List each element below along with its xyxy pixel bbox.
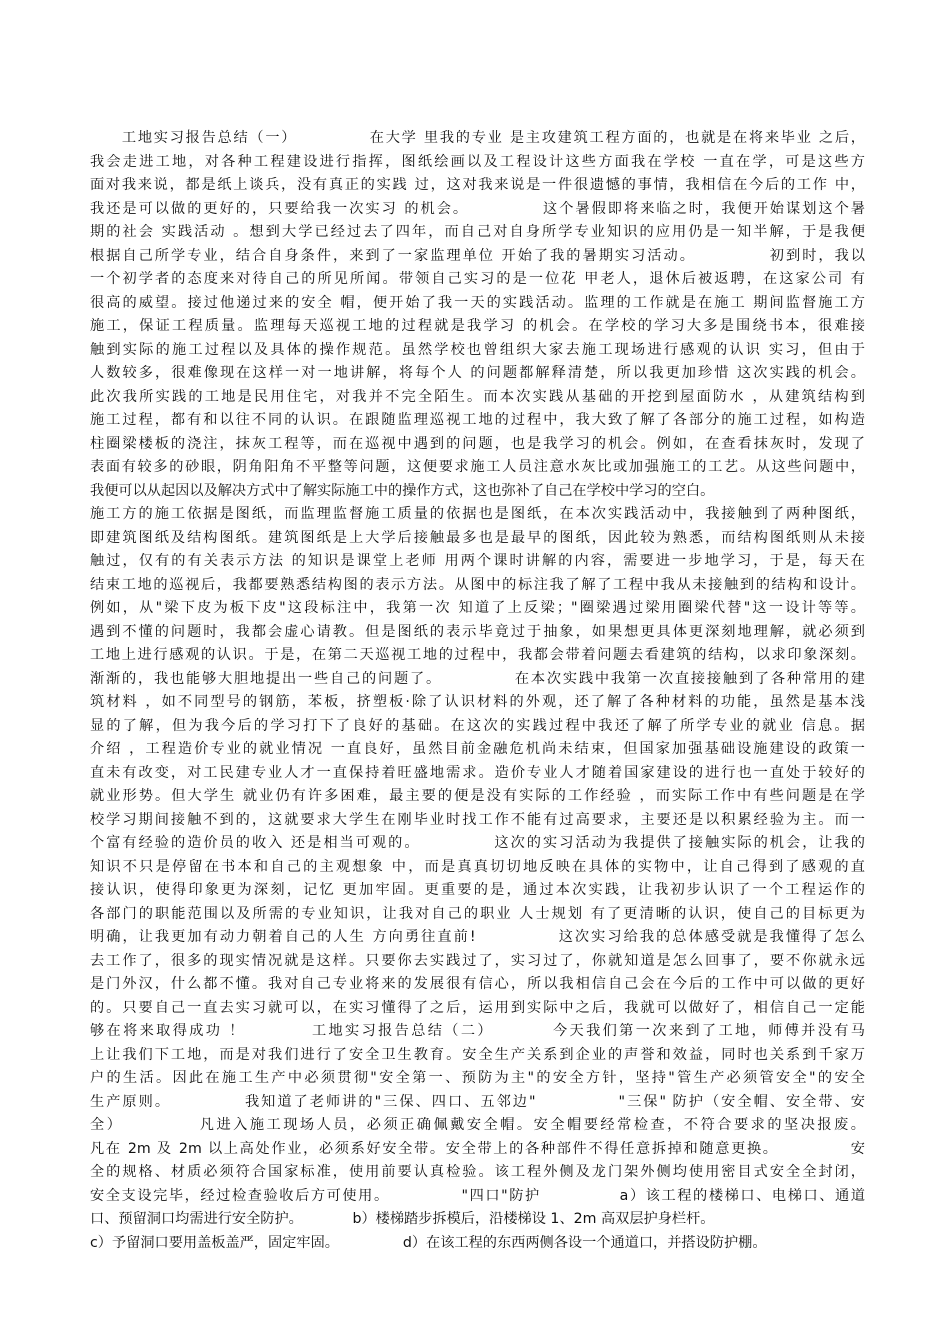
text-line: 表面有较多的砂眼，阴角阳角不平整等问题，这便要求施工人员注意水灰比或加强施工的工艺。从这些问题中， (90, 459, 865, 475)
text-line: 即建筑图纸及结构图纸。建筑图纸是上大学后接触最多也是最早的图纸，因此较为熟悉，而结构图纸则从未接 (90, 529, 865, 546)
text-line: 是门外汉，什么都不懂。我对自己专业将来的发展很有信心，所以我相信自己会在今后的工作中可以做的更好 (90, 976, 865, 992)
text-line: 接认识，使得印象更为深刻，记忆 更加牢固。更重要的是，通过本次实践，让我初步认识了一个工程运作的 (90, 882, 865, 898)
text-line: 安全支设完毕，经过检查验收后方可使用。 "四口"防护 a）该工程的楼梯口、电梯口、通道 (90, 1187, 865, 1204)
text-line: 触过，仅有的有关表示方法 的知识是课堂上老师 用两个课时讲解的内容，需要进一步地学习，于是，每天在 (90, 553, 865, 569)
text-line: 施工，保证工程质量。监理每天巡视工地的过程就是我学习 的机会。在学校的学习大多是围绕书本，很难接 (90, 318, 865, 334)
text-line: 凡在 2m 及 2m 以上高处作业，必须系好安全带。安全带上的各种部件不得任意拆掉和随意更换。 安 (90, 1140, 865, 1157)
text-line: 面对我来说，都是纸上谈兵，没有真正的实践 过，这对我来说是一件很遗憾的事情，我相信在今后的工作 中， (90, 177, 865, 193)
text-line: 施工方的施工依据是图纸，而监理监督施工质量的依据也是图纸，在本次实践活动中，我接触到了两种图纸， (90, 506, 865, 522)
text-line: 渐渐的，我也能够大胆地提出一些自己的问题了。 在本次实践中我第一次直接接触到了各种常用的建 (90, 670, 865, 687)
text-line: 很高的威望。接过他递过来的安全 帽，便开始了我一天的实践活动。监理的工作就是在施工 期间监督施工方 (90, 294, 865, 311)
text-line: 工地上进行感观的认识。于是，在第二天巡视工地的过程中，我都会带着问题去看建筑的结构，以求印象深刻。 (90, 647, 865, 663)
text-line: 我还是可以做的更好的，只要给我一次实习 的机会。 这个暑假即将来临之时，我便开始谋划这个暑 (90, 200, 865, 217)
text-line: 一个初学者的态度来对待自己的所见所闻。带领自己实习的是一位花 甲老人，退休后被返聘，在这家公司 有 (90, 271, 865, 287)
text-line: 个富有经验的造价员的收入 还是相当可观的。 这次的实习活动为我提供了接触实际的机会，让我的 (90, 835, 865, 851)
text-line: 口、预留洞口均需进行安全防护。 b）楼梯踏步拆模后，沿楼梯设 1、2m 高双层护身栏杆。 (90, 1211, 715, 1227)
text-line: 全） 凡进入施工现场人员，必须正确佩戴安全帽。安全帽要经常检查，不符合要求的坚决报废。 (90, 1117, 865, 1133)
text-line: 筑材料 ，如不同型号的钢筋，苯板，挤塑板·除了认识材料的外观，还了解了各种材料的功能，虽然是基本浅 (90, 694, 865, 710)
text-line: 此次我所实践的工地是民用住宅，对我并不完全陌生。而本次实践从基础的开挖到屋面防水 ，从建筑结构到 (90, 388, 865, 405)
text-line: 的。只要自己一直去实习就可以，在实习懂得了之后，运用到实际中之后，我就可以做好了，相信自己一定能 (90, 999, 865, 1016)
text-line: 知识不只是停留在书本和自己的主观想象 中，而是真真切切地反映在具体的实物中，让自己得到了感观的直 (90, 858, 865, 875)
text-line: 介绍 ，工程造价专业的就业情况 一直良好，虽然目前金融危机尚未结束，但国家加强基础设施建设的政策一 (90, 741, 865, 757)
text-line: 各部门的职能范围以及所需的专业知识，让我对自己的职业 人士规划 有了更清晰的认识，使自己的目标更为 (90, 905, 865, 922)
text-line: 人数较多，很难像现在这样一对一地讲解，将每个人 的问题都解释清楚，所以我更加珍惜 这次实践的机会。 (90, 365, 865, 381)
text-line: 直未有改变，对工民建专业人才一直保持着旺盛地需求。造价专业人才随着国家建设的进行也一直处于较好的 (90, 764, 865, 781)
text-line: 触到实际的施工过程以及具体的操作规范。虽然学校也曾组织大家去施工现场进行感观的认识 实习，但由于 (90, 341, 865, 358)
text-line: 遇到不懂的问题时，我都会虚心请教。但是图纸的表示毕竟过于抽象，如果想更具体更深刻地理解，就必须到 (90, 623, 865, 640)
text-line: 够在将来取得成功 ！ 工地实习报告总结（二） 今天我们第一次来到了工地，师傅并没有马 (90, 1023, 865, 1039)
text-line: 我便可以从起因以及解决方式中了解实际施工中的操作方式，这也弥补了自己在学校中学习的空白。 (90, 482, 715, 499)
text-line: c）予留洞口要用盖板盖严，固定牢固。 d）在该工程的东西两侧各设一个通道口，并搭设防护棚。 (90, 1234, 767, 1251)
text-line: 户的生活。因此在施工生产中必须贯彻"安全第一、预防为主"的安全方针，坚持"管生产必须管安全"的安全 (90, 1070, 865, 1086)
text-line: 例如，从"梁下皮为板下皮"这段标注中，我第一次 知道了上反梁；"圈梁遇过梁用圈梁代替"这一设计等等。 (90, 600, 865, 616)
text-line: 结束工地的巡视后，我都要熟悉结构图的表示方法。从图中的标注我了解了工程中我从未接触到的结构和设计。 (90, 576, 865, 593)
text-line: 去工作了，很多的现实情况就是这样。只要你去实践过了，实习过了，你就知道是怎么回事了，要不你就永远 (90, 952, 865, 969)
text-line: 明确，让我更加有动力朝着自己的人生 方向勇往直前! 这次实习给我的总体感受就是我懂得了怎么 (90, 929, 865, 945)
text-line: 显的了解，但为我今后的学习打下了良好的基础。在这次的实践过程中我还了解了所学专业的就业 信息。据 (90, 717, 865, 734)
text-line: 就业形势。但大学生 就业仍有许多困难，最主要的便是没有实际的工作经验 ，而实际工作中有些问题是在学 (90, 788, 865, 804)
text-line: 工地实习报告总结（一） 在大学 里我的专业 是主攻建筑工程方面的，也就是在将来毕业 之后， (90, 130, 865, 146)
text-line: 全的规格、材质必须符合国家标准，使用前要认真检验。该工程外侧及龙门架外侧均使用密目式安全全封闭， (90, 1164, 865, 1180)
document-body (90, 127, 865, 1255)
text-line: 施工过程，都有和以往不同的认识。在跟随监理巡视工地的过程中，我大致了解了各部分的施工过程，如构造 (90, 412, 865, 428)
text-line: 根据自己所学专业，结合自身条件，来到了一家监理单位 开始了我的暑期实习活动。 初到时，我以 (90, 247, 865, 264)
text-line: 上让我们下工地，而是对我们进行了安全卫生教育。安全生产关系到企业的声誉和效益，同时也关系到千家万 (90, 1046, 865, 1063)
text-line: 期的社会 实践活动 。想到大学已经过去了四年，而自己对自身所学专业知识的应用仍是一知半解，于是我便 (90, 224, 865, 240)
text-line: 生产原则。 我知道了老师讲的"三保、四口、五邻边" "三保" 防护（安全帽、安全带、安 (90, 1093, 865, 1110)
text-line: 柱圈梁楼板的浇注，抹灰工程等，而在巡视中遇到的问题，也是我学习的机会。例如，在查看抹灰时，发现了 (90, 435, 865, 452)
text-line: 校学习期间接触不到的，这就要求大学生在刚毕业时找工作不能有过高要求，主要还是以积累经验为主。而一 (90, 811, 865, 828)
text-line: 我会走进工地，对各种工程建设进行指挥，图纸绘画以及工程设计这些方面我在学校 一直在学，可是这些方 (90, 153, 865, 170)
